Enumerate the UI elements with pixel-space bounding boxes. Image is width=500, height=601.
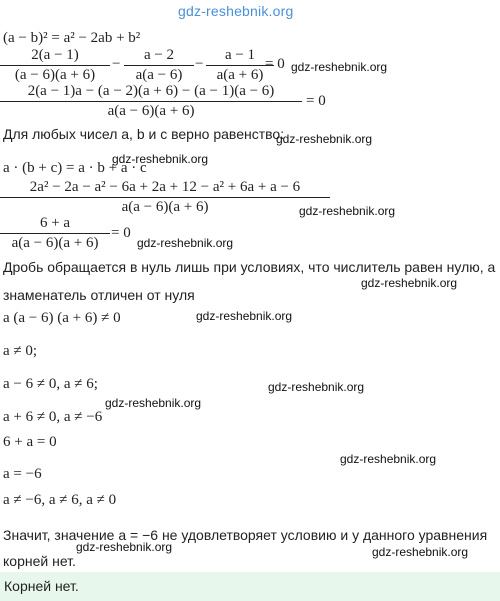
fraction-1-bar bbox=[0, 65, 110, 66]
condition-a-not-6: a − 6 ≠ 0, a ≠ 6; bbox=[3, 376, 98, 392]
watermark: gdz-reshebnik.org bbox=[340, 452, 437, 466]
text-no-roots: корней нет. bbox=[3, 553, 76, 569]
watermark-top: gdz-reshebnik.org bbox=[178, 3, 294, 19]
text-distributive-intro: Для любых чисел a, b и c верно равенство: bbox=[3, 126, 285, 142]
text-denominator-nonzero: знаменатель отличен от нуля bbox=[3, 287, 195, 303]
watermark: gdz-reshebnik.org bbox=[105, 396, 202, 410]
solution-a: a = −6 bbox=[3, 466, 42, 482]
fraction-5-numerator: 2a² − 2a − a² − 6a + 2a + 12 − a² + 6a + a − 6 bbox=[29, 179, 301, 195]
distributive-law: a · (b + c) = a · b + a · c bbox=[3, 160, 147, 176]
watermark: gdz-reshebnik.org bbox=[76, 540, 173, 554]
watermark: gdz-reshebnik.org bbox=[196, 309, 293, 323]
numerator-equation: 6 + a = 0 bbox=[3, 434, 57, 450]
watermark: gdz-reshebnik.org bbox=[299, 204, 396, 218]
fraction-2 bbox=[124, 47, 194, 84]
fraction-5-denominator: a(a − 6)(a + 6) bbox=[121, 199, 209, 215]
fraction-3-bar bbox=[206, 65, 274, 66]
fraction-1 bbox=[0, 47, 110, 84]
fraction-1-denominator: (a − 6)(a + 6) bbox=[14, 67, 96, 83]
fraction-2-denominator: a(a − 6) bbox=[135, 67, 183, 83]
fraction-2-numerator: a − 2 bbox=[143, 47, 175, 63]
fraction-1-numerator: 2(a − 1) bbox=[31, 47, 79, 63]
condition-a-not-minus-6: a + 6 ≠ 0, a ≠ −6 bbox=[3, 409, 103, 425]
watermark: gdz-reshebnik.org bbox=[372, 545, 469, 559]
fraction-3-numerator: a − 1 bbox=[224, 47, 256, 63]
watermark: gdz-reshebnik.org bbox=[361, 276, 458, 290]
fraction-6-numerator: 6 + a bbox=[39, 215, 71, 231]
fraction-4-denominator: a(a − 6)(a + 6) bbox=[107, 103, 195, 119]
text-conclusion: Значит, значение a = −6 не удовлетворяет условию и у данного уравнения bbox=[3, 527, 488, 543]
answer-text: Корней нет. bbox=[4, 578, 79, 594]
fraction-4-bar bbox=[0, 101, 302, 102]
fraction-5-bar bbox=[0, 197, 330, 198]
watermark: gdz-reshebnik.org bbox=[268, 380, 365, 394]
fraction-6 bbox=[0, 215, 110, 252]
fraction-6-denominator: a(a − 6)(a + 6) bbox=[11, 235, 99, 251]
equals-zero-2: = 0 bbox=[306, 93, 326, 109]
minus-sign-2: − bbox=[195, 56, 204, 72]
fraction-4 bbox=[0, 83, 302, 120]
fraction-3 bbox=[206, 47, 274, 84]
text-zero-condition: Дробь обращается в нуль лишь при условиях, что числитель равен нулю, а bbox=[3, 259, 496, 275]
excluded-values: a ≠ −6, a ≠ 6, a ≠ 0 bbox=[3, 492, 117, 508]
fraction-2-bar bbox=[124, 65, 194, 66]
watermark: gdz-reshebnik.org bbox=[112, 152, 209, 166]
minus-sign-1: − bbox=[112, 56, 121, 72]
equals-zero-1: = 0 bbox=[265, 56, 285, 72]
fraction-4-numerator: 2(a − 1)a − (a − 2)(a + 6) − (a − 1)(a − 6) bbox=[27, 83, 275, 99]
equals-zero-3: = 0 bbox=[111, 225, 131, 241]
condition-denominator: a (a − 6) (a + 6) ≠ 0 bbox=[3, 310, 121, 326]
fraction-5 bbox=[0, 179, 330, 216]
identity-square: (a − b)² = a² − 2ab + b² bbox=[3, 30, 141, 46]
condition-a-nonzero: a ≠ 0; bbox=[3, 343, 38, 359]
fraction-6-bar bbox=[0, 233, 110, 234]
watermark: gdz-reshebnik.org bbox=[137, 236, 234, 250]
watermark: gdz-reshebnik.org bbox=[276, 132, 373, 146]
fraction-3-denominator: a(a + 6) bbox=[216, 67, 264, 83]
watermark: gdz-reshebnik.org bbox=[291, 60, 388, 74]
